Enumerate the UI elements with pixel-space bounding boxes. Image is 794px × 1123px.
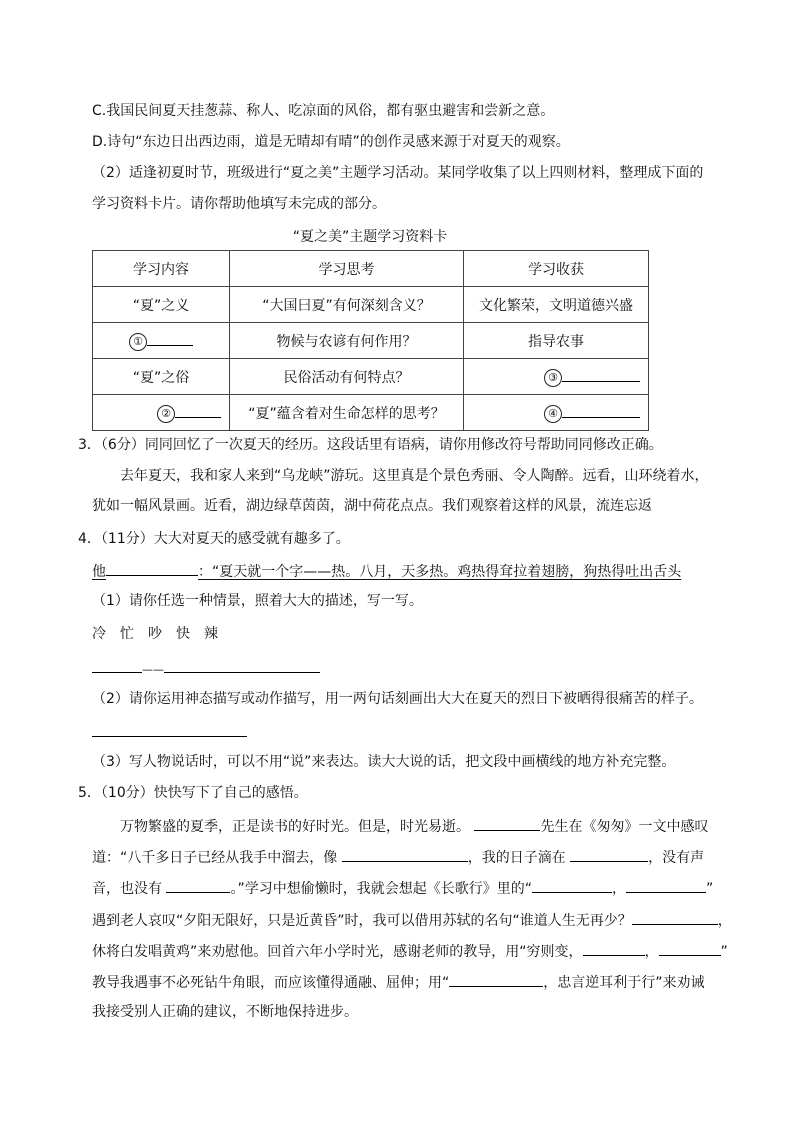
text-segment: 教导我遇事不必死钻牛角眼，而应该懂得通融、屈伸；用“ [92,975,450,991]
text-segment: ， [611,881,626,897]
answer-blank-4[interactable] [562,403,640,418]
table-header-row [93,251,649,287]
blank-like[interactable] [342,847,468,862]
cell-thinking: 物候与农谚有何作用？ [230,323,464,359]
cell-content: “夏”之俗 [93,359,230,395]
blank-number: ② [157,405,175,423]
text-segment: 遇到老人哀叹“夕阳无限好，只是近黄昏”时，我可以借用苏轼的名句“谁道人生无再少？ [92,913,632,929]
text-segment: ， [644,944,659,960]
blank-number: ④ [544,405,562,423]
cell-content [93,323,230,359]
question-2-line1: （2）适逢初夏时节，班级进行“夏之美”主题学习活动。某同学收集了以上四则材料，整理成下面的 [92,165,704,181]
question-4: 4．（11分）大大对夏天的感受就有趣多了。 [78,531,350,547]
text-segment: ，我的日子滴在 [467,850,566,866]
option-c: C.我国民间夏天挂葱蒜、称人、吃凉面的风俗，都有驱虫避害和尝新之意。 [92,103,555,119]
question-2-line2: 学习资料卡片。请你帮助他填写未完成的部分。 [92,196,386,212]
q5-line-3 [92,878,713,898]
cell-harvest: 文化繁荣，文明道德兴盛 [464,287,649,323]
question-4-part-1: （1）请你任选一种情景，照着大大的描述，写一写。 [92,593,423,609]
dash: —— [142,663,164,676]
quote-verb-blank[interactable] [106,561,198,576]
quote-text: ：“夏天就一个字——热。八月，天多热。鸡热得耷拉着翅膀，狗热得吐出舌头 [198,564,682,580]
blank-change-1[interactable] [583,941,645,956]
question-4-quote-line [92,561,681,581]
word-choice: 忙 [120,626,134,642]
word-choice: 冷 [92,626,106,642]
quote-subject: 他 [92,564,106,580]
cell-harvest [464,359,649,395]
text-segment: ， [717,913,732,929]
text-segment: 道：“八千多日子已经从我手中溜去，像 [92,850,338,866]
text-segment: ” [720,944,728,960]
cell-harvest [464,395,649,431]
blank-no-trace[interactable] [166,878,230,893]
text-segment: 休将白发唱黄鸡”来劝慰他。回首六年小学时光，感谢老师的教导，用“穷则变， [92,944,583,960]
text-segment: 音，也没有 [92,881,162,897]
blank-change-2[interactable] [659,941,721,956]
q5-line-4 [92,910,732,930]
card-title: “夏之美”主题学习资料卡 [292,229,448,245]
answer-blank-3[interactable] [562,367,640,382]
header-harvest: 学习收获 [464,251,649,287]
q5-line-1 [120,816,708,836]
cell-thinking: 民俗活动有何特点？ [230,359,464,395]
cell-thinking: “夏”蕴含着对生命怎样的思考？ [230,395,464,431]
text-segment: 先生在《匆匆》一文中感叹 [540,819,709,835]
header-content: 学习内容 [93,251,230,287]
answer-blank-2[interactable] [175,403,221,418]
q5-line-6 [92,972,705,992]
blank-number: ① [129,333,147,351]
answer-blank-word[interactable] [92,658,142,673]
cell-harvest: 指导农事 [464,323,649,359]
question-4-part-2: （2）请你运用神态描写或动作描写，用一两句话刻画出大大在夏天的烈日下被晒得很痛苦的样子。 [92,691,703,707]
answer-blank-description[interactable] [164,658,320,673]
question-3: 3．（6分）同同回忆了一次夏天的经历。这段话里有语病，请你用修改符号帮助同同修改正确。 [78,437,663,453]
study-card-table [92,250,649,431]
option-d: D.诗句“东边日出西边雨，道是无晴却有晴”的创作灵感来源于对夏天的观察。 [92,134,570,150]
write-line-1 [92,658,320,679]
question-3-paragraph-line2: 犹如一幅风景画。近看，湖边绿草茵茵，湖中荷花点点。我们观察着这样的风景，流连忘返 [92,498,652,514]
table-row [93,359,649,395]
q5-line-7: 我接受别人正确的建议，不断地保持进步。 [92,1004,358,1020]
blank-poem-1[interactable] [532,878,612,893]
word-choice: 快 [176,626,190,642]
table-row [93,287,649,323]
text-segment: ，忠言逆耳利于行”来劝诫 [543,975,705,991]
table-row [93,395,649,431]
answer-blank-sentence[interactable] [92,722,247,737]
cell-content [93,395,230,431]
table-row [93,323,649,359]
text-segment: 。”学习中想偷懒时，我就会想起《长歌行》里的“ [230,881,532,897]
question-3-paragraph-line1: 去年夏天，我和家人来到“乌龙峡”游玩。这里真是个景色秀丽、令人陶醉。远看，山环绕着水， [120,468,709,484]
blank-good-medicine[interactable] [449,972,543,987]
blank-su-shi[interactable] [632,910,718,925]
q5-line-2 [92,847,704,867]
text-segment: ，没有声 [648,850,705,866]
blank-drop-in[interactable] [570,847,648,862]
word-choices [92,625,232,643]
blank-number: ③ [544,369,562,387]
question-5: 5．（10分）快快写下了自己的感悟。 [78,785,308,801]
write-line-2 [92,722,247,742]
cell-thinking: “大国曰夏”有何深刻含义？ [230,287,464,323]
cell-content: “夏”之义 [93,287,230,323]
question-4-part-3: （3）写人物说话时，可以不用“说”来表达。读大大说的话，把文段中画横线的地方补充完整。 [92,754,676,770]
blank-poem-2[interactable] [626,878,706,893]
text-segment: 万物繁盛的夏季，正是读书的好时光。但是，时光易逝。 [120,819,470,835]
word-choice: 辣 [204,626,218,642]
q5-line-5 [92,941,728,961]
blank-author[interactable] [474,816,540,831]
text-segment: ” [705,881,714,897]
header-thinking: 学习思考 [230,251,464,287]
answer-blank-1[interactable] [147,331,193,346]
word-choice: 吵 [148,626,162,642]
